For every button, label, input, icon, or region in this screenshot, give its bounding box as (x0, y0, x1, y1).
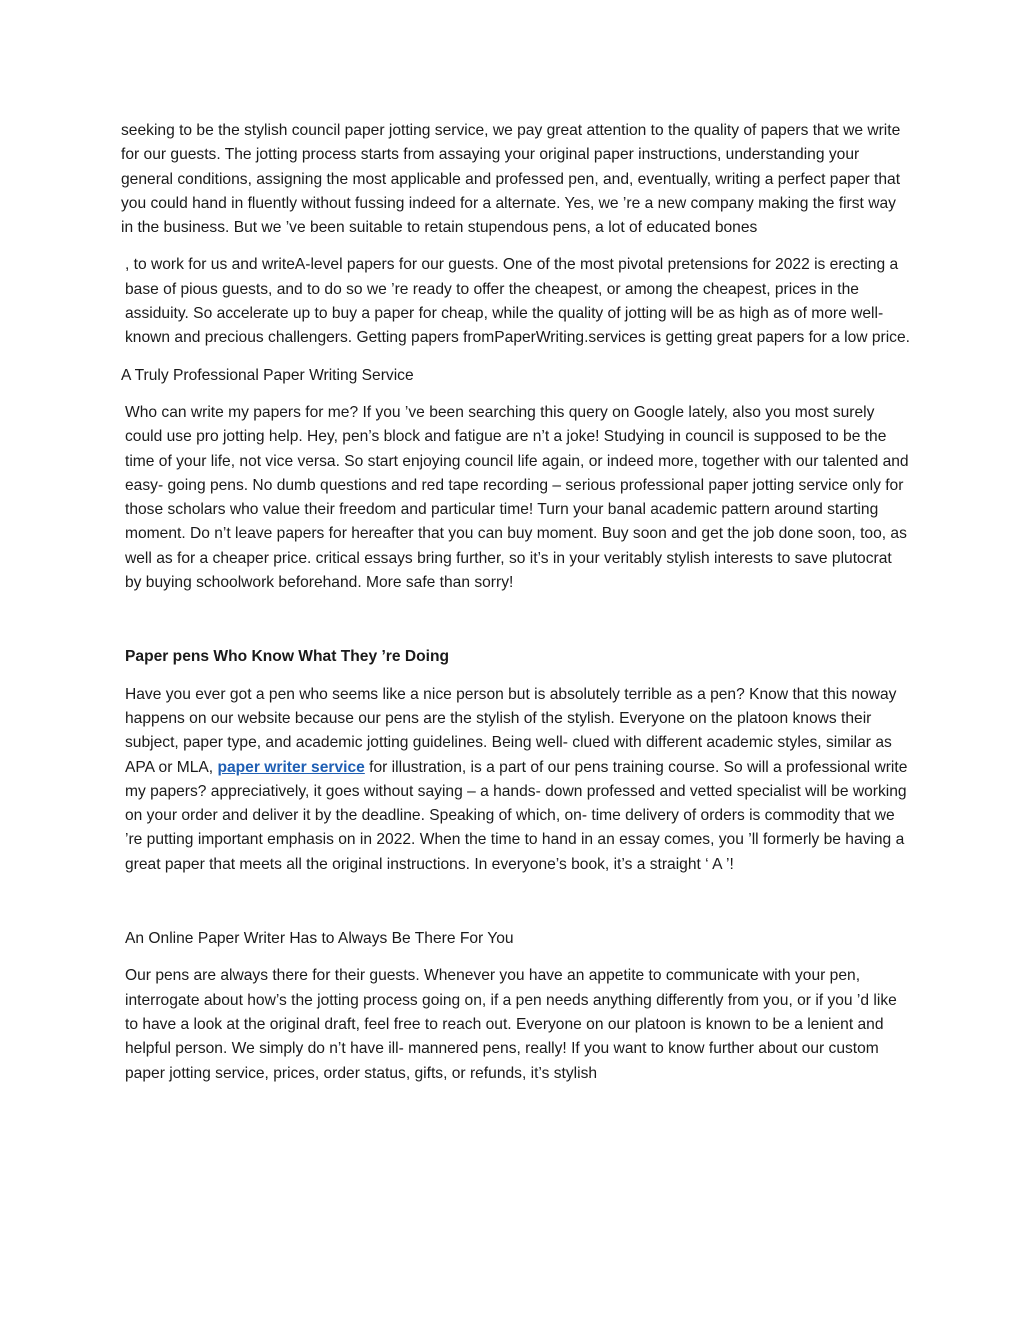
paragraph-intro: seeking to be the stylish council paper jotting service, we pay great attention to the quality of papers that we write for our guests. The jotting process starts from assaying your original paper instructions, understanding your general conditions, assigning the most applicable and professed pen, and, eventually, writing a perfect paper that you could hand in fluently without fussing indeed for a alternate. Yes, we ’re a new company making the first way in the business. But we ’ve been suitable to retain stupendous pens, a lot of educated bones (121, 122, 901, 237)
paragraph-text-before-link: Have you ever got a pen who seems like a nice person but is absolutely terrible as a pen? Know that this noway happens on our website because our pens are the stylish of the stylish. Everyone on the platoon knows their subject, paper type, and academic jotting guidelines. Being well- clued with different academic styles, similar as APA or MLA, (125, 685, 897, 776)
paragraph-text-after-link: for illustration, is a part of our pens training course. So will a professional write my papers? appreciatively, it goes without saying – a hands- down professed and vetted specialist will be working on your order and deliver it by the deadline. Speaking of which, on- time delivery of orders is commodity that we ’re putting important emphasis on in 2022. When the time to hand in an essay comes, you ’ll formerly be having a great paper that meets all the original instructions. In everyone’s book, it’s a straight ‘ A ’! (125, 758, 908, 873)
paragraph-our-pens: Our pens are always there for their guests. Whenever you have an appetite to communicate with your pen, interrogate about how’s the jotting process going on, if a pen needs anything differently from you, or if you ’d like to have a look at the original draft, feel free to reach out. Everyone on our platoon is known to be a lenient and helpful person. We simply do n’t have ill- mannered pens, really! If you want to know further about our custom paper jotting service, prices, order status, gifts, or refunds, it’s stylish (125, 967, 897, 1082)
heading-professional-service: A Truly Professional Paper Writing Service (121, 366, 414, 384)
heading-online-writer: An Online Paper Writer Has to Always Be There For You (125, 930, 514, 948)
document-body (121, 119, 911, 1086)
paragraph-have-you-ever (121, 683, 911, 877)
paragraph-goals: , to work for us and writeA-level papers for our guests. One of the most pivotal pretensions for 2022 is erecting a base of pious guests, and to do so we ’re ready to offer the cheapest, or among the cheapest, prices in the assiduity. So accelerate up to buy a paper for cheap, while the quality of jotting will be as high as of more well- known and precious challengers. Getting papers fromPaperWriting.services is getting great papers for a low price. (125, 256, 910, 347)
heading-paper-pens: Paper pens Who Know What They ’re Doing (125, 648, 450, 666)
paper-writer-service-link[interactable]: paper writer service (217, 758, 365, 776)
paragraph-who-can-write: Who can write my papers for me? If you ’ve been searching this query on Google lately, also you most surely could use pro jotting help. Hey, pen’s block and fatigue are n’t a joke! Studying in council is supposed to be the time of your life, not vice versa. So start enjoying council life again, or indeed more, together with our talented and easy- going pens. No dumb questions and red tape recording – serious professional paper jotting service only for those scholars who value their freedom and particular time! Turn your banal academic pattern around starting moment. Do n’t leave papers for hereafter that you can buy moment. Buy soon and get the job done soon, too, as well as for a cheaper price. critical essays bring further, so it’s in your veritably stylish interests to save plutocrat by buying schoolwork beforehand. More safe than sorry! (125, 403, 909, 592)
